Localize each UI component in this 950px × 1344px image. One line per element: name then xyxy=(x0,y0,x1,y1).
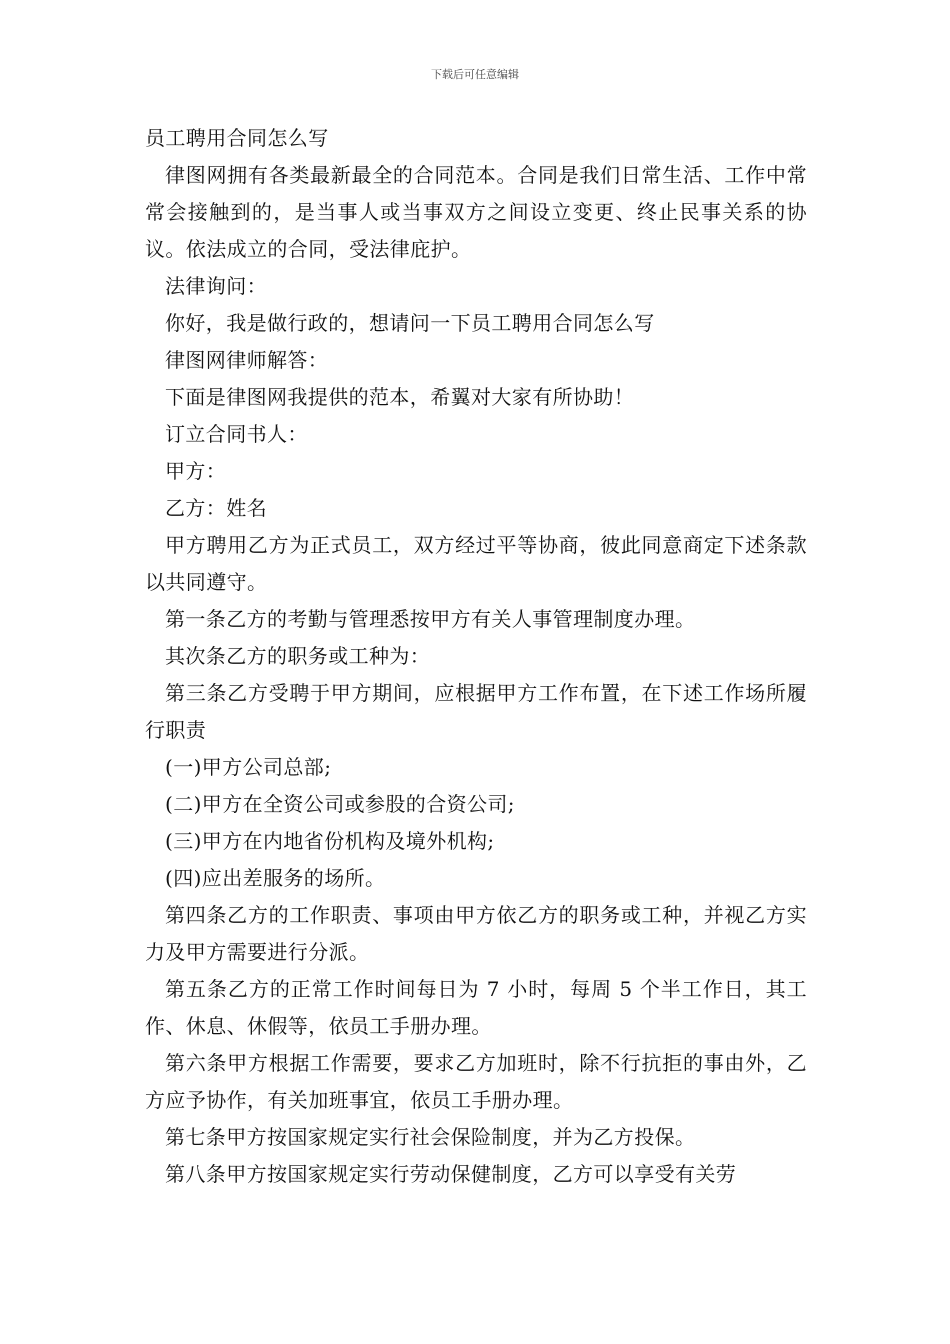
document-title: 员工聘用合同怎么写 xyxy=(145,126,329,150)
paragraph-article-4: 第四条乙方的工作职责、事项由甲方依乙方的职务或工种，并视乙方实力及甲方需要进行分派。 xyxy=(145,903,807,964)
paragraph-party-a: 甲方： xyxy=(165,459,227,483)
paragraph-item-2: (二)甲方在全资公司或参股的合资公司; xyxy=(165,792,515,816)
paragraph-article-2: 其次条乙方的职务或工种为： xyxy=(165,644,431,668)
paragraph-item-1: (一)甲方公司总部; xyxy=(165,755,332,779)
paragraph-article-7: 第七条甲方按国家规定实行社会保险制度，并为乙方投保。 xyxy=(165,1125,696,1149)
paragraph-article-3: 第三条乙方受聘于甲方期间，应根据甲方工作布置，在下述工作场所履行职责 xyxy=(145,681,807,742)
paragraph-article-5: 第五条乙方的正常工作时间每日为 7 小时，每周 5 个半工作日，其工作、休息、休假等，依员工手册办理。 xyxy=(145,977,807,1038)
paragraph-parties-label: 订立合同书人： xyxy=(165,422,308,446)
paragraph-party-b: 乙方：姓名 xyxy=(165,496,267,520)
paragraph-article-6: 第六条甲方根据工作需要，要求乙方加班时，除不行抗拒的事由外，乙方应予协作，有关加班事宜，依员工手册办理。 xyxy=(145,1051,807,1112)
paragraph-item-3: (三)甲方在内地省份机构及境外机构; xyxy=(165,829,495,853)
paragraph-article-1: 第一条乙方的考勤与管理悉按甲方有关人事管理制度办理。 xyxy=(165,607,696,631)
paragraph-article-8: 第八条甲方按国家规定实行劳动保健制度，乙方可以享受有关劳 xyxy=(165,1162,737,1186)
paragraph-item-4: (四)应出差服务的场所。 xyxy=(165,866,386,890)
paragraph-question: 你好，我是做行政的，想请问一下员工聘用合同怎么写 xyxy=(165,311,655,335)
paragraph-intro: 律图网拥有各类最新最全的合同范本。合同是我们日常生活、工作中常常会接触到的，是当事人或当事双方之间设立变更、终止民事关系的协议。依法成立的合同，受法律庇护。 xyxy=(145,163,807,261)
paragraph-preamble: 甲方聘用乙方为正式员工，双方经过平等协商，彼此同意商定下述条款以共同遵守。 xyxy=(145,533,807,594)
paragraph-consult-label: 法律询问： xyxy=(165,274,267,298)
paragraph-answer-label: 律图网律师解答： xyxy=(165,348,329,372)
page-header-note: 下载后可任意编辑 xyxy=(431,68,519,81)
document-body xyxy=(145,120,807,1193)
paragraph-answer: 下面是律图网我提供的范本，希翼对大家有所协助！ xyxy=(165,385,635,409)
